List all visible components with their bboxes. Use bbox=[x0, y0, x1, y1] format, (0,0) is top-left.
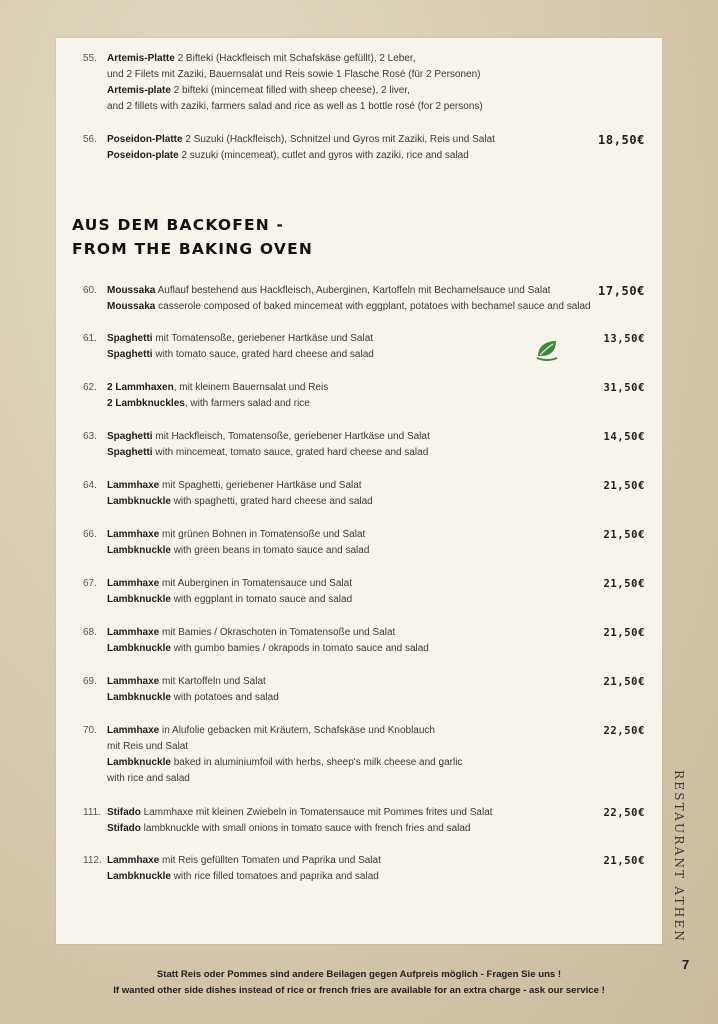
item-name: Artemis-Platte bbox=[107, 53, 175, 64]
item-name: Lambknuckle bbox=[107, 643, 171, 654]
item-text: with rice filled tomatoes and paprika and salad bbox=[170, 871, 379, 882]
item-number: 64. bbox=[83, 480, 97, 491]
item-line bbox=[107, 148, 607, 164]
item-text: mit Auberginen in Tomatensauce und Salat bbox=[159, 578, 352, 589]
item-price: 21,50€ bbox=[603, 627, 645, 639]
item-description bbox=[107, 331, 607, 363]
item-description bbox=[107, 51, 607, 115]
item-name: Poseidon-plate bbox=[107, 150, 179, 161]
item-line bbox=[107, 771, 607, 787]
item-description bbox=[107, 527, 607, 559]
item-line bbox=[107, 592, 607, 608]
item-name: Lammhaxe bbox=[107, 725, 160, 736]
item-description bbox=[107, 380, 607, 412]
section-heading-de: AUS DEM BACKOFEN - bbox=[72, 216, 285, 234]
item-text: with mincemeat, tomato sauce, grated hard cheese and salad bbox=[152, 447, 429, 458]
footer-note-de: Statt Reis oder Pommes sind andere Beilagen gegen Aufpreis möglich - Fragen Sie uns ! bbox=[156, 969, 562, 980]
item-name: Lambknuckle bbox=[107, 545, 171, 556]
item-text: , mit kleinem Bauernsalat und Reis bbox=[173, 382, 329, 393]
item-text: and 2 fillets with zaziki, farmers salad and rice as well as 1 bottle rosé (for 2 persons) bbox=[107, 101, 483, 112]
section-heading-en: FROM THE BAKING OVEN bbox=[72, 240, 314, 258]
section-heading bbox=[72, 213, 492, 261]
item-description bbox=[107, 283, 607, 315]
item-name: Stifado bbox=[107, 807, 141, 818]
item-description bbox=[107, 853, 607, 885]
item-name: Lammhaxe bbox=[107, 676, 160, 687]
item-price: 18,50€ bbox=[598, 133, 645, 147]
item-text: Lammhaxe mit kleinen Zwiebeln in Tomatensauce mit Pommes frites und Salat bbox=[140, 807, 493, 818]
item-name: Poseidon-Platte bbox=[107, 134, 183, 145]
item-description bbox=[107, 478, 607, 510]
item-text: Auflauf bestehend aus Hackfleisch, Auberginen, Kartoffeln mit Bechamelsauce und Salat bbox=[155, 285, 551, 296]
item-text: mit grünen Bohnen in Tomatensoße und Salat bbox=[159, 529, 366, 540]
item-description bbox=[107, 723, 607, 787]
item-text: with rice and salad bbox=[107, 773, 190, 784]
item-text: und 2 Filets mit Zaziki, Bauernsalat und Reis sowie 1 Flasche Rosé (für 2 Personen) bbox=[107, 69, 481, 80]
item-description bbox=[107, 674, 607, 706]
item-name: Stifado bbox=[107, 823, 141, 834]
item-line bbox=[107, 625, 607, 641]
item-number: 112. bbox=[83, 855, 102, 866]
item-line bbox=[107, 853, 607, 869]
item-name: Lambknuckle bbox=[107, 871, 171, 882]
item-line bbox=[107, 543, 607, 559]
item-name: Spaghetti bbox=[107, 431, 153, 442]
item-line bbox=[107, 739, 607, 755]
item-price: 31,50€ bbox=[603, 382, 645, 394]
item-line bbox=[107, 494, 607, 510]
item-text: with gumbo bamies / okrapods in tomato sauce and salad bbox=[170, 643, 429, 654]
item-line bbox=[107, 527, 607, 543]
item-number: 66. bbox=[83, 529, 97, 540]
item-line bbox=[107, 755, 607, 771]
footer-note-en: If wanted other side dishes instead of rice or french fries are available for an extra charge - ask our service ! bbox=[113, 985, 605, 996]
item-price: 21,50€ bbox=[603, 676, 645, 688]
item-description bbox=[107, 805, 607, 837]
item-name: Lammhaxe bbox=[107, 855, 160, 866]
item-line bbox=[107, 396, 607, 412]
item-text: in Alufolie gebacken mit Kräutern, Schafskäse und Knoblauch bbox=[159, 725, 435, 736]
item-name: Lammhaxe bbox=[107, 529, 160, 540]
item-price: 21,50€ bbox=[603, 480, 645, 492]
item-number: 55. bbox=[83, 53, 97, 64]
page-number: 7 bbox=[682, 957, 690, 972]
item-line bbox=[107, 429, 607, 445]
item-line bbox=[107, 674, 607, 690]
item-number: 63. bbox=[83, 431, 97, 442]
item-text: casserole composed of baked mincemeat with eggplant, potatoes with bechamel sauce and salad bbox=[155, 301, 591, 312]
item-text: with spaghetti, grated hard cheese and salad bbox=[170, 496, 373, 507]
item-price: 21,50€ bbox=[603, 578, 645, 590]
item-line bbox=[107, 283, 607, 299]
item-price: 14,50€ bbox=[603, 431, 645, 443]
item-text: mit Reis gefüllten Tomaten und Paprika und Salat bbox=[159, 855, 381, 866]
item-name: Lambknuckle bbox=[107, 496, 171, 507]
item-description bbox=[107, 576, 607, 608]
item-price: 17,50€ bbox=[598, 284, 645, 298]
item-description bbox=[107, 429, 607, 461]
item-line bbox=[107, 869, 607, 885]
item-text: with tomato sauce, grated hard cheese and salad bbox=[152, 349, 374, 360]
item-text: 2 bifteki (mincemeat filled with sheep cheese), 2 liver, bbox=[170, 85, 410, 96]
item-text: with potatoes and salad bbox=[170, 692, 279, 703]
item-price: 22,50€ bbox=[603, 807, 645, 819]
item-number: 111. bbox=[83, 807, 101, 818]
item-number: 68. bbox=[83, 627, 97, 638]
item-text: mit Kartoffeln und Salat bbox=[159, 676, 266, 687]
item-line bbox=[107, 576, 607, 592]
item-name: Lammhaxe bbox=[107, 578, 160, 589]
item-line bbox=[107, 641, 607, 657]
item-text: 2 Suzuki (Hackfleisch), Schnitzel und Gyros mit Zaziki, Reis und Salat bbox=[182, 134, 495, 145]
item-text: lambknuckle with small onions in tomato sauce with french fries and salad bbox=[140, 823, 471, 834]
item-name: Lambknuckle bbox=[107, 692, 171, 703]
item-name: 2 Lambknuckles bbox=[107, 398, 185, 409]
vegetarian-leaf-icon bbox=[534, 337, 560, 363]
item-line bbox=[107, 478, 607, 494]
item-name: 2 Lammhaxen bbox=[107, 382, 174, 393]
item-name: Spaghetti bbox=[107, 349, 153, 360]
item-text: 2 suzuki (mincemeat), cutlet and gyros with zaziki, rice and salad bbox=[178, 150, 469, 161]
restaurant-name: RESTAURANT ATHEN bbox=[672, 770, 686, 944]
item-price: 13,50€ bbox=[603, 333, 645, 345]
item-number: 56. bbox=[83, 134, 97, 145]
item-text: mit Hackfleisch, Tomatensoße, geriebener Hartkäse und Salat bbox=[152, 431, 430, 442]
item-text: baked in aluminiumfoil with herbs, sheep's milk cheese and garlic bbox=[170, 757, 463, 768]
item-line bbox=[107, 299, 607, 315]
item-number: 60. bbox=[83, 285, 97, 296]
item-line bbox=[107, 132, 607, 148]
item-name: Moussaka bbox=[107, 285, 156, 296]
item-number: 61. bbox=[83, 333, 97, 344]
item-line bbox=[107, 805, 607, 821]
item-line bbox=[107, 723, 607, 739]
item-text: mit Bamies / Okraschoten in Tomatensoße und Salat bbox=[159, 627, 396, 638]
item-line bbox=[107, 99, 607, 115]
item-line bbox=[107, 83, 607, 99]
item-name: Lambknuckle bbox=[107, 757, 171, 768]
item-name: Lammhaxe bbox=[107, 480, 160, 491]
item-number: 62. bbox=[83, 382, 97, 393]
item-price: 21,50€ bbox=[603, 855, 645, 867]
item-text: mit Tomatensoße, geriebener Hartkäse und Salat bbox=[152, 333, 374, 344]
item-text: mit Reis und Salat bbox=[107, 741, 189, 752]
item-name: Lambknuckle bbox=[107, 594, 171, 605]
item-name: Spaghetti bbox=[107, 447, 153, 458]
item-text: , with farmers salad and rice bbox=[184, 398, 310, 409]
item-text: with eggplant in tomato sauce and salad bbox=[170, 594, 353, 605]
item-price: 21,50€ bbox=[603, 529, 645, 541]
item-name: Spaghetti bbox=[107, 333, 153, 344]
item-text: with green beans in tomato sauce and salad bbox=[170, 545, 370, 556]
item-line bbox=[107, 331, 607, 347]
item-line bbox=[107, 51, 607, 67]
item-line bbox=[107, 67, 607, 83]
item-price: 22,50€ bbox=[603, 725, 645, 737]
item-name: Lammhaxe bbox=[107, 627, 160, 638]
item-line bbox=[107, 690, 607, 706]
item-name: Moussaka bbox=[107, 301, 156, 312]
item-line bbox=[107, 347, 607, 363]
item-description bbox=[107, 625, 607, 657]
item-number: 67. bbox=[83, 578, 97, 589]
item-line bbox=[107, 821, 607, 837]
item-number: 69. bbox=[83, 676, 97, 687]
item-text: mit Spaghetti, geriebener Hartkäse und Salat bbox=[159, 480, 362, 491]
item-text: 2 Bifteki (Hackfleisch mit Schafskäse gefüllt), 2 Leber, bbox=[174, 53, 416, 64]
item-line bbox=[107, 380, 607, 396]
item-name: Artemis-plate bbox=[107, 85, 171, 96]
item-line bbox=[107, 445, 607, 461]
item-number: 70. bbox=[83, 725, 97, 736]
item-description bbox=[107, 132, 607, 164]
